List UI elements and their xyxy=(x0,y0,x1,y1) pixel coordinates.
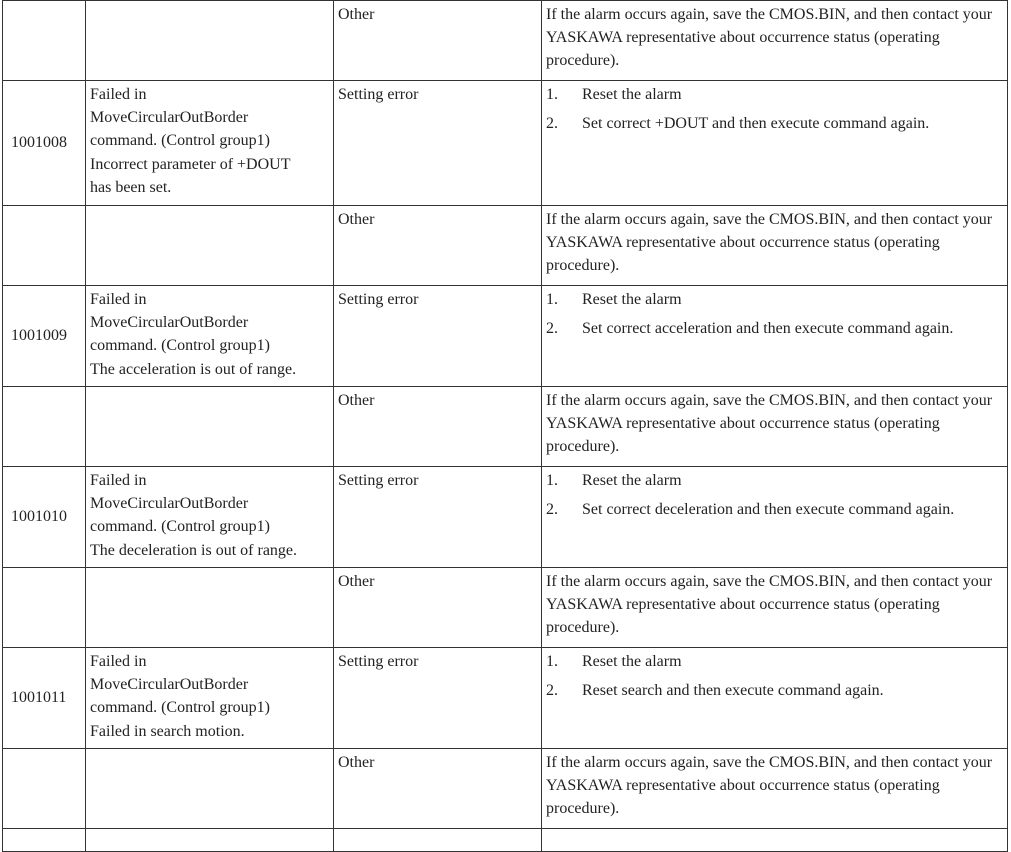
alarm-code xyxy=(3,1,86,81)
cause-type: Other xyxy=(334,749,542,829)
message-line: Failed in xyxy=(90,653,147,670)
remedy-steps xyxy=(542,467,1008,568)
alarm-table xyxy=(2,0,1008,852)
cause-type: Other xyxy=(334,568,542,648)
message-line: Failed in xyxy=(90,86,147,103)
remedy-text: If the alarm occurs again, save the CMOS.BIN, and then contact your YASKAWA representative about occurrence status (operating procedure). xyxy=(542,1,1008,81)
remedy-step xyxy=(546,679,1007,702)
message-line: Failed in xyxy=(90,291,147,308)
message-line: Incorrect parameter of +DOUT xyxy=(90,155,291,173)
step-text: Reset search and then execute command again. xyxy=(582,682,884,699)
alarm-message xyxy=(86,568,334,648)
step-text: Set correct +DOUT and then execute command again. xyxy=(582,115,930,132)
remedy-step xyxy=(546,498,1007,521)
cause-type: Setting error xyxy=(334,648,542,749)
remedy-step xyxy=(546,469,1007,492)
message-line: Failed in search motion. xyxy=(90,722,245,740)
alarm-code xyxy=(3,749,86,829)
message-line: The deceleration is out of range. xyxy=(90,541,298,559)
table-row xyxy=(3,387,1008,467)
table-row xyxy=(3,206,1008,286)
alarm-code xyxy=(3,387,86,467)
step-text: Set correct deceleration and then execute command again. xyxy=(582,501,955,518)
table-row-partial xyxy=(3,829,1008,852)
table-row xyxy=(3,467,1008,568)
step-number: 1. xyxy=(546,472,558,489)
remedy-steps xyxy=(542,286,1008,387)
message-line: MoveCircularOutBorder xyxy=(90,495,249,513)
step-text: Reset the alarm xyxy=(582,472,682,489)
alarm-message xyxy=(86,81,334,206)
step-number: 1. xyxy=(546,86,558,103)
step-text: Reset the alarm xyxy=(582,653,682,670)
step-number: 2. xyxy=(546,115,558,132)
message-line: MoveCircularOutBorder xyxy=(90,676,249,694)
remedy-step xyxy=(546,112,1007,135)
table-row xyxy=(3,568,1008,648)
table-row xyxy=(3,749,1008,829)
cause-type: Setting error xyxy=(334,81,542,206)
alarm-message xyxy=(86,387,334,467)
remedy-text: If the alarm occurs again, save the CMOS.BIN, and then contact your YASKAWA representative about occurrence status (operating procedure). xyxy=(542,387,1008,467)
alarm-table-body xyxy=(3,1,1008,852)
step-number: 1. xyxy=(546,653,558,670)
remedy-step xyxy=(546,317,1007,340)
alarm-message xyxy=(86,206,334,286)
message-line: command. (Control group1) xyxy=(90,132,270,150)
empty-cell xyxy=(3,829,86,852)
table-row xyxy=(3,648,1008,749)
alarm-message xyxy=(86,1,334,81)
message-line: command. (Control group1) xyxy=(90,518,270,536)
remedy-text: If the alarm occurs again, save the CMOS.BIN, and then contact your YASKAWA representative about occurrence status (operating procedure). xyxy=(542,749,1008,829)
remedy-text: If the alarm occurs again, save the CMOS.BIN, and then contact your YASKAWA representative about occurrence status (operating procedure). xyxy=(542,206,1008,286)
cause-type: Other xyxy=(334,387,542,467)
remedy-step xyxy=(546,83,1007,106)
alarm-code: 1001010 xyxy=(3,467,86,568)
cause-type: Other xyxy=(334,1,542,81)
empty-cell xyxy=(86,829,334,852)
remedy-steps xyxy=(542,81,1008,206)
alarm-code xyxy=(3,206,86,286)
remedy-steps xyxy=(542,648,1008,749)
cause-type: Setting error xyxy=(334,467,542,568)
message-line: Failed in xyxy=(90,472,147,489)
table-row xyxy=(3,1,1008,81)
message-line: command. (Control group1) xyxy=(90,699,270,717)
remedy-step xyxy=(546,650,1007,673)
step-number: 1. xyxy=(546,291,558,308)
alarm-code: 1001008 xyxy=(3,81,86,206)
message-line: command. (Control group1) xyxy=(90,337,270,355)
alarm-message xyxy=(86,467,334,568)
table-row xyxy=(3,286,1008,387)
empty-cell xyxy=(334,829,542,852)
message-line: MoveCircularOutBorder xyxy=(90,314,249,332)
alarm-code xyxy=(3,568,86,648)
message-line: has been set. xyxy=(90,178,172,196)
alarm-code: 1001009 xyxy=(3,286,86,387)
step-number: 2. xyxy=(546,501,558,518)
step-text: Reset the alarm xyxy=(582,291,682,308)
table-row xyxy=(3,81,1008,206)
message-line: The acceleration is out of range. xyxy=(90,360,297,378)
message-line: MoveCircularOutBorder xyxy=(90,109,249,127)
step-number: 2. xyxy=(546,682,558,699)
cause-type: Setting error xyxy=(334,286,542,387)
cause-type: Other xyxy=(334,206,542,286)
alarm-code: 1001011 xyxy=(3,648,86,749)
remedy-text: If the alarm occurs again, save the CMOS.BIN, and then contact your YASKAWA representative about occurrence status (operating procedure). xyxy=(542,568,1008,648)
empty-cell xyxy=(542,829,1008,852)
step-text: Reset the alarm xyxy=(582,86,682,103)
alarm-message xyxy=(86,749,334,829)
remedy-step xyxy=(546,288,1007,311)
step-number: 2. xyxy=(546,320,558,337)
alarm-message xyxy=(86,648,334,749)
step-text: Set correct acceleration and then execute command again. xyxy=(582,320,954,337)
alarm-message xyxy=(86,286,334,387)
